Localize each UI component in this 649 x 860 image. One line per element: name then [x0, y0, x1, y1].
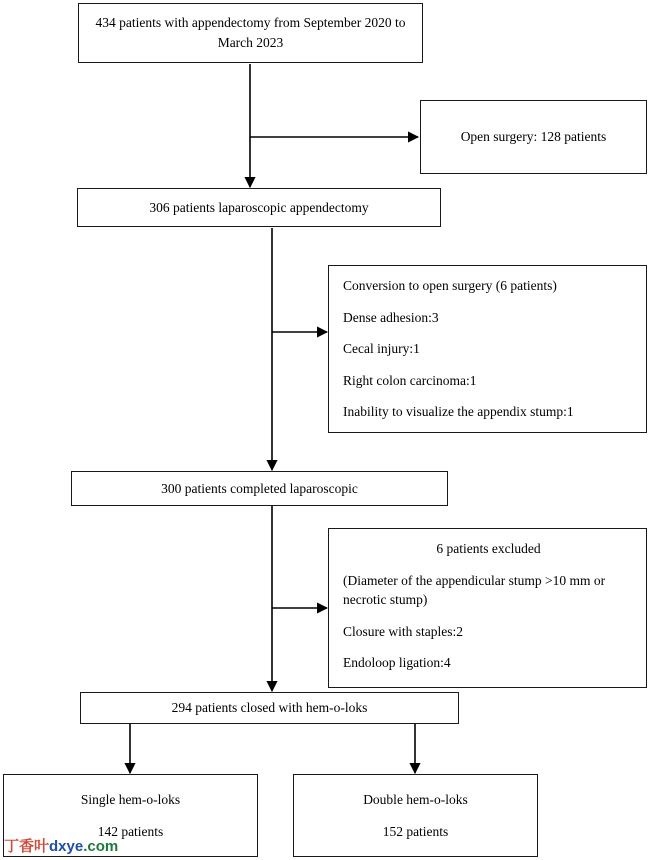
conversion-line-4: Right colon carcinoma:1: [343, 372, 477, 388]
conversion-line-3: Cecal injury:1: [343, 341, 420, 357]
node-conversion-open-surgery: [328, 265, 647, 433]
watermark-cn: 丁香叶: [4, 837, 50, 855]
node-total-patients-label: 434 patients with appendectomy from September 2020 to March 2023: [95, 15, 406, 50]
node-total-patients: [78, 3, 423, 63]
double-hemoloks-title: Double hem-o-loks: [363, 791, 468, 807]
excluded-line-2: Closure with staples:2: [343, 623, 463, 639]
node-closed-hemoloks: [80, 692, 459, 724]
node-completed-laparoscopic-label: 300 patients completed laparoscopic: [161, 480, 358, 496]
conversion-line-2: Dense adhesion:3: [343, 309, 439, 325]
node-open-surgery-label: Open surgery: 128 patients: [460, 129, 607, 145]
single-hemoloks-title: Single hem-o-loks: [80, 791, 181, 807]
node-double-hemoloks: [293, 774, 538, 857]
node-laparoscopic-appendectomy-label: 306 patients laparoscopic appendectomy: [149, 199, 369, 215]
excluded-header: 6 patients excluded: [436, 541, 541, 556]
single-hemoloks-count: 142 patients: [97, 823, 164, 839]
watermark: [4, 835, 118, 856]
watermark-main: dxye: [49, 838, 84, 855]
node-patients-excluded: [328, 528, 647, 688]
node-open-surgery: [420, 100, 647, 174]
excluded-line-1: (Diameter of the appendicular stump >10 mm or necrotic stump): [343, 572, 606, 608]
conversion-line-1: Conversion to open surgery (6 patients): [343, 278, 557, 293]
watermark-com: .com: [83, 838, 119, 855]
node-closed-hemoloks-label: 294 patients closed with hem-o-loks: [171, 700, 368, 716]
double-hemoloks-count: 152 patients: [382, 823, 449, 839]
excluded-line-3: Endoloop ligation:4: [343, 655, 451, 671]
node-completed-laparoscopic: [71, 471, 448, 506]
node-laparoscopic-appendectomy: [77, 188, 441, 227]
conversion-line-5: Inability to visualize the appendix stump:1: [343, 404, 574, 420]
